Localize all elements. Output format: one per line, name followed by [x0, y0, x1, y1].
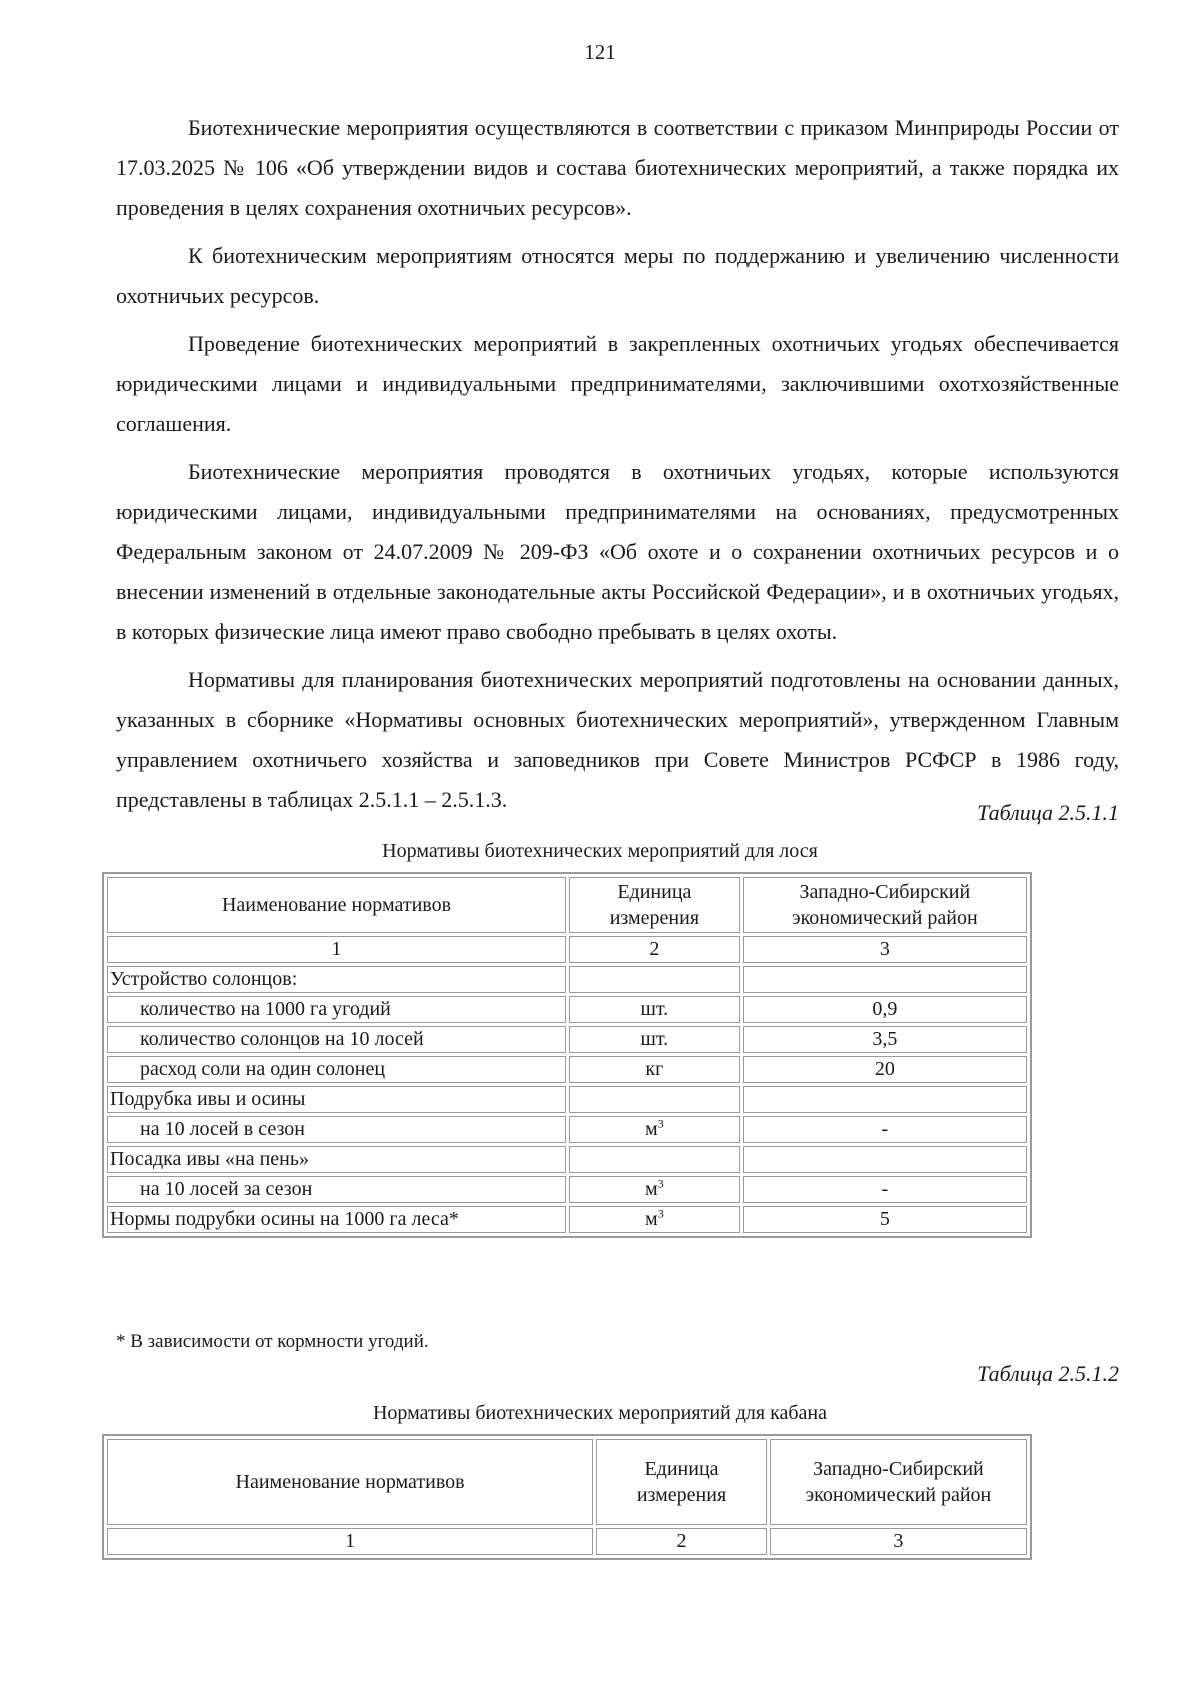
unit-exponent: 3 — [657, 1206, 664, 1221]
norm-value: 20 — [743, 1056, 1027, 1083]
norm-unit — [569, 1086, 740, 1113]
boar-norms-table — [102, 1434, 1032, 1560]
norm-unit — [569, 966, 740, 993]
table-title: Нормативы биотехнических мероприятий для кабана — [372, 1402, 827, 1424]
column-number-row — [107, 936, 1027, 963]
norm-unit: шт. — [569, 996, 740, 1023]
table-row — [107, 1026, 1027, 1053]
norm-name: Посадка ивы «на пень» — [107, 1146, 566, 1173]
paragraph: К биотехническим мероприятиям относятся меры по поддержанию и увеличению численности охотничьих ресурсов. — [116, 243, 1119, 308]
table-label: Таблица 2.5.1.2 — [977, 1361, 1119, 1386]
norm-value — [743, 966, 1027, 993]
table-label: Таблица 2.5.1.1 — [977, 800, 1119, 825]
column-number: 2 — [596, 1528, 767, 1555]
norm-name: Подрубка ивы и осины — [107, 1086, 566, 1113]
paragraph: Нормативы для планирования биотехнических мероприятий подготовлены на основании данных, указанных в сборнике «Нормативы основных биотехнических мероприятий», утвержденном Главным управлением охотничьего хозяйства и заповедников при Совете Министров РСФСР в 1986 году, представлены в таблицах 2.5.1.1 – 2.5.1.3. — [116, 667, 1119, 812]
norm-value — [743, 1086, 1027, 1113]
column-number: 1 — [107, 936, 566, 963]
header-cell: Единица измерения — [569, 877, 740, 933]
table-row — [107, 1176, 1027, 1203]
norm-name: количество солонцов на 10 лосей — [107, 1026, 566, 1053]
norm-unit — [569, 1206, 740, 1233]
norm-unit — [569, 1176, 740, 1203]
column-number: 1 — [107, 1528, 593, 1555]
unit-exponent: 3 — [657, 1116, 664, 1131]
norm-value: 0,9 — [743, 996, 1027, 1023]
norm-value: - — [743, 1116, 1027, 1143]
column-number: 3 — [770, 1528, 1027, 1555]
table-title: Нормативы биотехнических мероприятий для лося — [382, 840, 818, 862]
norm-unit — [569, 1146, 740, 1173]
column-number-row — [107, 1528, 1027, 1555]
norm-name: Устройство солонцов: — [107, 966, 566, 993]
table-header-row — [107, 877, 1027, 933]
header-cell: Западно-Сибирский экономический район — [743, 877, 1027, 933]
unit-text: м — [645, 1118, 658, 1140]
paragraph: Биотехнические мероприятия осуществляются в соответствии с приказом Минприроды России от 17.03.2025 № 106 «Об утверждении видов и состава биотехнических мероприятий, а также порядка их проведения в целях сохранения охотничьих ресурсов». — [116, 115, 1119, 220]
paragraph: Проведение биотехнических мероприятий в закрепленных охотничьих угодьях обеспечивается юридическими лицами и индивидуальными предпринимателями, заключившими охотхозяйственные соглашения. — [116, 331, 1119, 436]
table-header-row — [107, 1439, 1027, 1525]
unit-text: м — [645, 1178, 658, 1200]
norm-value: - — [743, 1176, 1027, 1203]
header-cell: Западно-Сибирский экономический район — [770, 1439, 1027, 1525]
norm-unit: шт. — [569, 1026, 740, 1053]
table-row — [107, 966, 1027, 993]
norm-unit: кг — [569, 1056, 740, 1083]
table-row — [107, 996, 1027, 1023]
table-row — [107, 1116, 1027, 1143]
norm-unit — [569, 1116, 740, 1143]
table-row — [107, 1206, 1027, 1233]
norm-value: 5 — [743, 1206, 1027, 1233]
norm-name: количество на 1000 га угодий — [107, 996, 566, 1023]
norm-name: на 10 лосей в сезон — [107, 1116, 566, 1143]
header-cell: Наименование нормативов — [107, 877, 566, 933]
header-cell: Единица измерения — [596, 1439, 767, 1525]
moose-norms-table — [102, 872, 1032, 1238]
table-row — [107, 1146, 1027, 1173]
table-row — [107, 1056, 1027, 1083]
norm-name: Нормы подрубки осины на 1000 га леса* — [107, 1206, 566, 1233]
norm-value: 3,5 — [743, 1026, 1027, 1053]
norm-name: расход соли на один солонец — [107, 1056, 566, 1083]
table-row — [107, 1086, 1027, 1113]
unit-exponent: 3 — [657, 1176, 664, 1191]
page-number: 121 — [584, 40, 616, 64]
column-number: 3 — [743, 936, 1027, 963]
body-text — [116, 108, 1119, 828]
header-cell: Наименование нормативов — [107, 1439, 593, 1525]
norm-value — [743, 1146, 1027, 1173]
column-number: 2 — [569, 936, 740, 963]
paragraph: Биотехнические мероприятия проводятся в охотничьих угодьях, которые используются юридическими лицами, индивидуальными предпринимателями на основаниях, предусмотренных Федеральным законом от 24.07.2009 № 209-ФЗ «Об охоте и о сохранении охотничьих ресурсов и о внесении изменений в отдельные законодательные акты Российской Федерации», и в охотничьих угодьях, в которых физические лица имеют право свободно пребывать в целях охоты. — [116, 459, 1119, 644]
norm-name: на 10 лосей за сезон — [107, 1176, 566, 1203]
unit-text: м — [645, 1208, 658, 1230]
table-footnote: * В зависимости от кормности угодий. — [116, 1331, 429, 1352]
